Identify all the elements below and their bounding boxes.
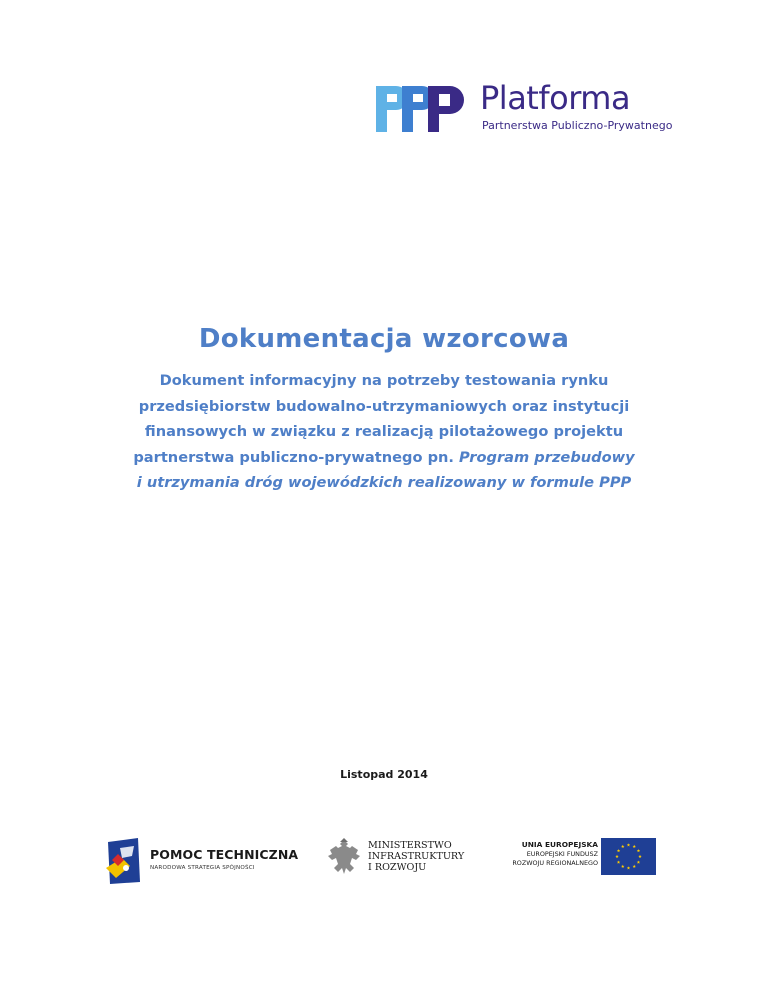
unia-europejska-line2: ROZWOJU REGIONALNEGO bbox=[512, 859, 598, 867]
unia-europejska-title: UNIA EUROPEJSKA bbox=[521, 840, 598, 849]
pomoc-techniczna-title: POMOC TECHNICZNA bbox=[150, 847, 299, 862]
platforma-logo-subtitle: Partnerstwa Publiczno-Prywatnego bbox=[482, 119, 673, 132]
pomoc-techniczna-subtitle: NARODOWA STRATEGIA SPÓJNOŚCI bbox=[150, 865, 255, 871]
unia-europejska-logo bbox=[490, 838, 656, 876]
unia-europejska-line1: EUROPEJSKI FUNDUSZ bbox=[526, 850, 598, 858]
subtitle-line: finansowych w związku z realizacją pilotażowego projektu bbox=[144, 423, 624, 440]
document-date: Listopad 2014 bbox=[340, 768, 428, 781]
eu-flag-icon bbox=[601, 838, 656, 875]
document-title: Dokumentacja wzorcowa bbox=[198, 324, 570, 354]
subtitle-line: partnerstwa publiczno-prywatnego pn. bbox=[133, 448, 460, 466]
ministerstwo-line3: I ROZWOJU bbox=[368, 862, 427, 873]
subtitle-line: przedsiębiorstw budowalno-utrzymaniowych oraz instytucji bbox=[138, 397, 630, 415]
program-name-continued: i utrzymania dróg wojewódzkich realizowany w formule PPP bbox=[136, 474, 632, 491]
program-name: Program przebudowy bbox=[459, 448, 635, 466]
ministerstwo-line1: MINISTERSTWO bbox=[368, 840, 452, 851]
platforma-ppp-logo bbox=[376, 80, 686, 136]
document-subtitle bbox=[90, 368, 678, 496]
ministerstwo-line2: INFRASTRUKTURY bbox=[368, 851, 465, 862]
ministerstwo-logo bbox=[326, 838, 466, 878]
platforma-logo-text: Platforma bbox=[480, 79, 631, 117]
pomoc-techniczna-emblem-icon bbox=[104, 838, 144, 884]
unia-europejska-text bbox=[512, 840, 598, 868]
poland-eagle-icon bbox=[326, 838, 362, 876]
ppp-mark-icon bbox=[376, 82, 476, 134]
pomoc-techniczna-logo bbox=[104, 838, 299, 884]
subtitle-line: Dokument informacyjny na potrzeby testowania rynku bbox=[159, 372, 609, 389]
